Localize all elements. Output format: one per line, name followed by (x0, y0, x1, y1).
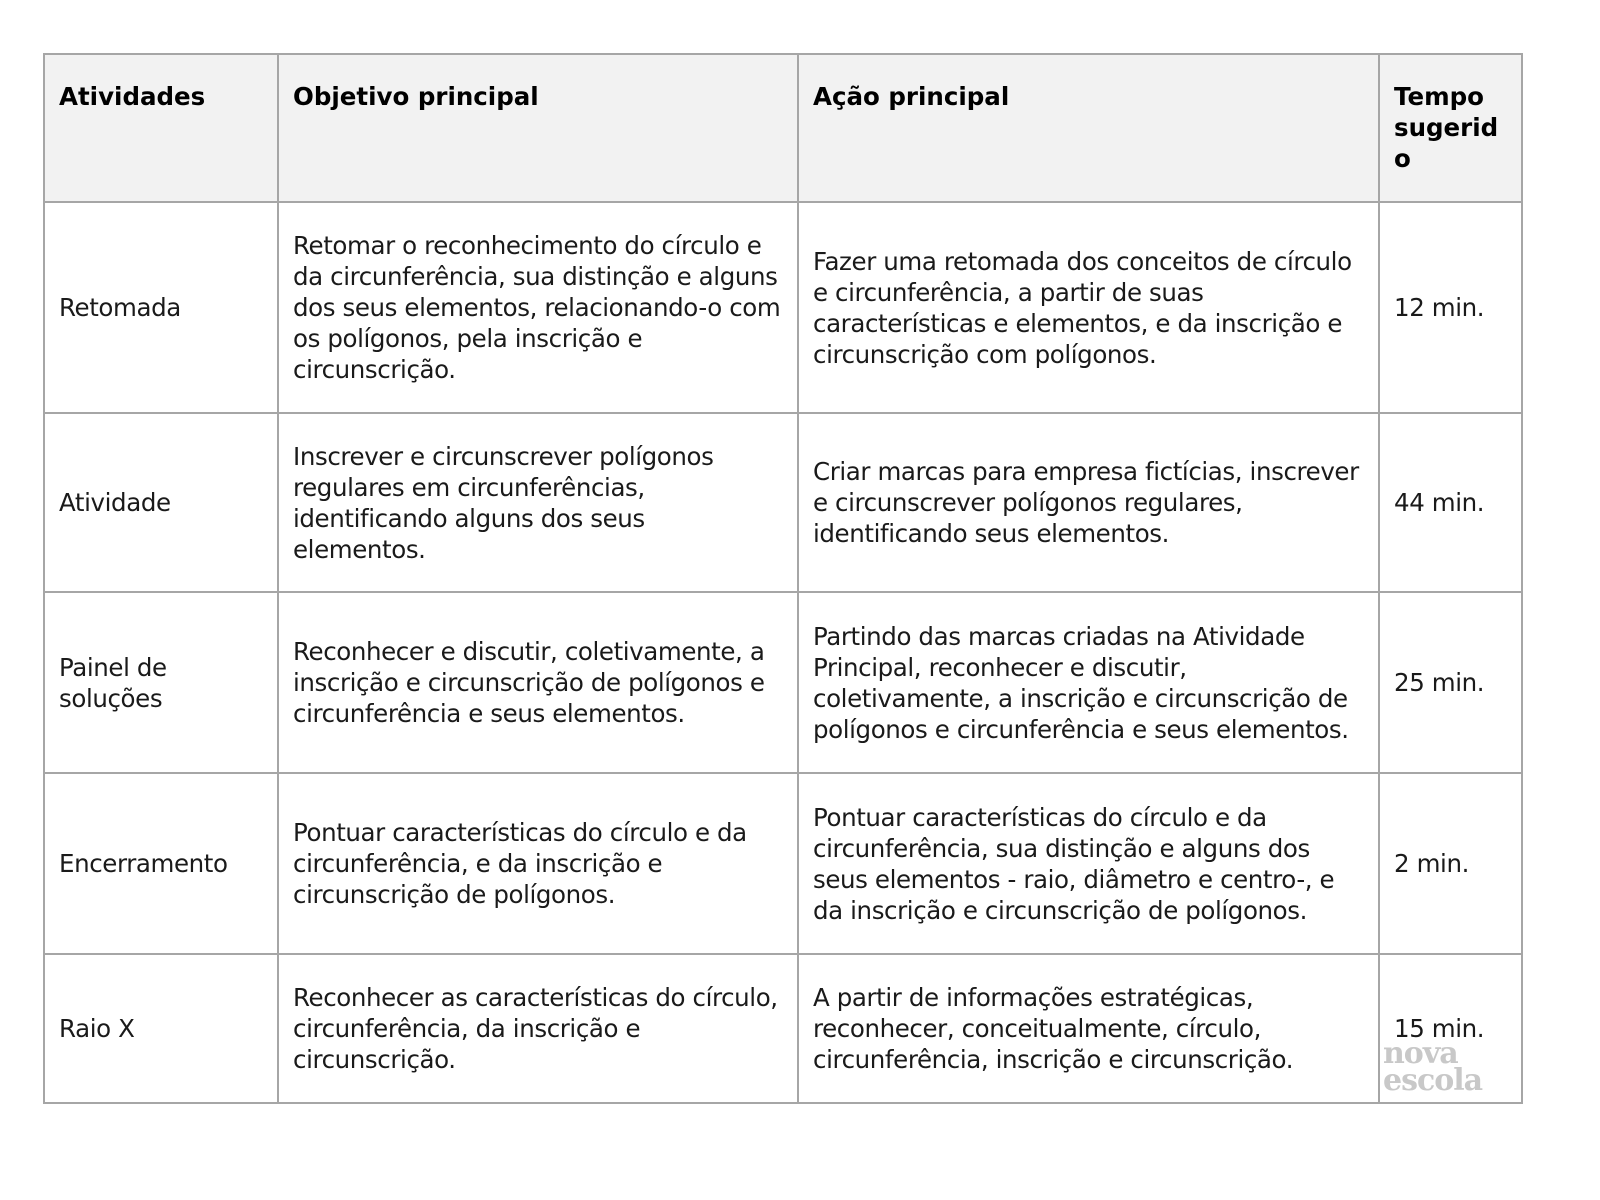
cell-tempo: 12 min. (1379, 202, 1522, 413)
table-row (44, 202, 1522, 413)
watermark-line-1: nova (1383, 1036, 1458, 1071)
cell-objetivo: Reconhecer as características do círculo, circunferência, da inscrição e circunscrição. (278, 954, 798, 1103)
table-header-row (44, 54, 1522, 202)
header-tempo-sugerido: Tempo sugerido (1379, 54, 1522, 202)
cell-tempo: 44 min. (1379, 413, 1522, 592)
header-objetivo-principal: Objetivo principal (278, 54, 798, 202)
cell-objetivo: Reconhecer e discutir, coletivamente, a inscrição e circunscrição de polígonos e circunferência e seus elementos. (278, 592, 798, 773)
table-row (44, 413, 1522, 592)
cell-atividade: Painel de soluções (44, 592, 278, 773)
cell-acao: A partir de informações estratégicas, reconhecer, conceitualmente, círculo, circunferência, inscrição e circunscrição. (798, 954, 1379, 1103)
table-row (44, 592, 1522, 773)
header-acao-principal: Ação principal (798, 54, 1379, 202)
lesson-plan-table (43, 53, 1523, 1104)
cell-objetivo: Inscrever e circunscrever polígonos regulares em circunferências, identificando alguns dos seus elementos. (278, 413, 798, 592)
cell-tempo: 2 min. (1379, 773, 1522, 954)
table-row (44, 954, 1522, 1103)
watermark-line-2: escola (1383, 1063, 1483, 1098)
cell-atividade: Atividade (44, 413, 278, 592)
table-row (44, 773, 1522, 954)
cell-tempo: 15 min. (1379, 954, 1522, 1103)
cell-acao: Fazer uma retomada dos conceitos de círculo e circunferência, a partir de suas características e elementos, e da inscrição e circunscrição com polígonos. (798, 202, 1379, 413)
cell-objetivo: Pontuar características do círculo e da circunferência, e da inscrição e circunscrição de polígonos. (278, 773, 798, 954)
cell-tempo: 25 min. (1379, 592, 1522, 773)
header-atividades: Atividades (44, 54, 278, 202)
cell-atividade: Retomada (44, 202, 278, 413)
nova-escola-watermark-logo (1383, 1036, 1483, 1098)
cell-acao: Partindo das marcas criadas na Atividade Principal, reconhecer e discutir, coletivamente, a inscrição e circunscrição de polígonos e circunferência e seus elementos. (798, 592, 1379, 773)
cell-atividade: Raio X (44, 954, 278, 1103)
cell-objetivo: Retomar o reconhecimento do círculo e da circunferência, sua distinção e alguns dos seus elementos, relacionando-o com os polígonos, pela inscrição e circunscrição. (278, 202, 798, 413)
cell-atividade: Encerramento (44, 773, 278, 954)
cell-acao: Criar marcas para empresa fictícias, inscrever e circunscrever polígonos regulares, identificando seus elementos. (798, 413, 1379, 592)
cell-acao: Pontuar características do círculo e da circunferência, sua distinção e alguns dos seus elementos - raio, diâmetro e centro-, e da inscrição e circunscrição de polígonos. (798, 773, 1379, 954)
